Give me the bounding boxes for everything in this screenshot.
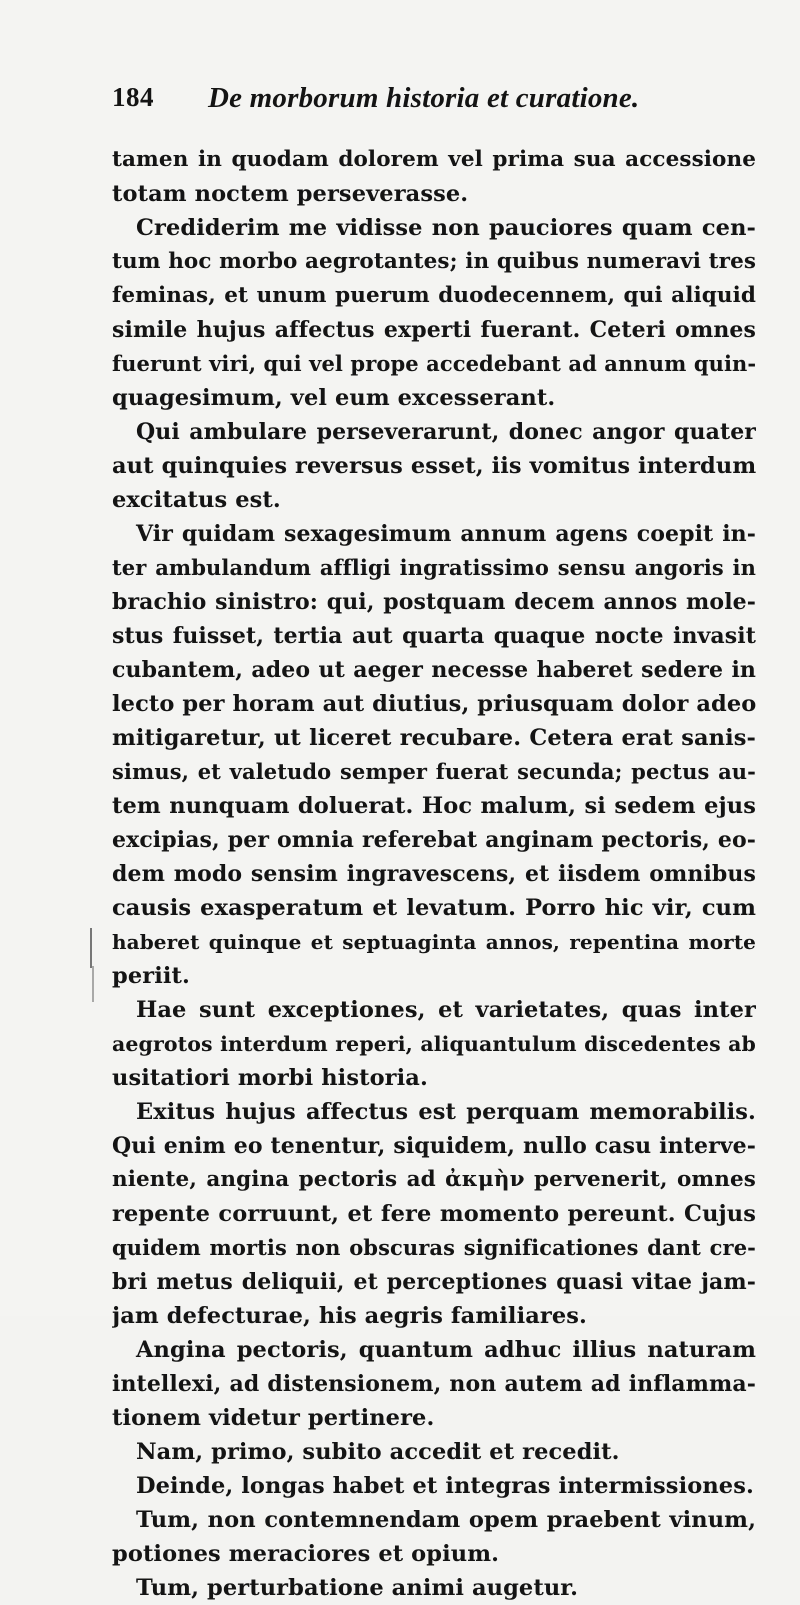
text-line: Qui ambulare perseverarunt, donec angor quater xyxy=(136,419,756,445)
text-line: tionem videtur pertinere. xyxy=(112,1405,435,1431)
text-line: Hae sunt exceptiones, et varietates, quas inter xyxy=(136,997,756,1023)
text-line: simus, et valetudo semper fuerat secunda; pectus au- xyxy=(112,759,756,784)
text-line: Tum, perturbatione animi augetur. xyxy=(136,1575,579,1601)
text-line: ter ambulandum affligi ingratissimo sensu angoris in xyxy=(112,555,756,580)
text-line: bri metus deliquii, et perceptiones quasi vitae jam- xyxy=(112,1269,756,1295)
margin-mark xyxy=(90,928,92,968)
text-line: simile hujus affectus experti fuerant. Ceteri omnes xyxy=(112,317,756,343)
text-line: aegrotos interdum reperi, aliquantulum discedentes ab xyxy=(112,1032,756,1056)
text-line: Tum, non contemnendam opem praebent vinum, xyxy=(136,1507,756,1533)
text-line: Angina pectoris, quantum adhuc illius naturam xyxy=(136,1337,756,1363)
text-line: dem modo sensim ingravescens, et iisdem omnibus xyxy=(112,861,756,887)
text-line: jam defecturae, his aegris familiares. xyxy=(112,1303,587,1329)
text-line: excitatus est. xyxy=(112,487,281,513)
text-line: tamen in quodam dolorem vel prima sua accessione xyxy=(112,147,756,172)
text-line: tum hoc morbo aegrotantes; in quibus numeravi tres xyxy=(112,249,756,274)
text-line: Deinde, longas habet et integras intermissiones. xyxy=(136,1473,754,1499)
text-line: causis exasperatum et levatum. Porro hic vir, cum xyxy=(112,895,756,921)
text-line: tem nunquam doluerat. Hoc malum, si sedem ejus xyxy=(112,793,756,819)
text-line: totam noctem perseverasse. xyxy=(112,181,469,207)
text-line: cubantem, adeo ut aeger necesse haberet sedere in xyxy=(112,657,756,683)
text-line: intellexi, ad distensionem, non autem ad inflamma- xyxy=(112,1371,756,1397)
text-line: quidem mortis non obscuras significationes dant cre- xyxy=(112,1235,756,1260)
text-line: Qui enim eo tenentur, siquidem, nullo casu interve- xyxy=(112,1133,756,1159)
text-line: Vir quidam sexagesimum annum agens coepit in- xyxy=(136,521,756,547)
page-number: 184 xyxy=(112,82,154,112)
text-line: Nam, primo, subito accedit et recedit. xyxy=(136,1439,620,1465)
margin-mark xyxy=(92,966,94,1002)
text-line: potiones meraciores et opium. xyxy=(112,1541,500,1567)
text-line: fuerunt viri, qui vel prope accedebant ad annum quin- xyxy=(112,351,756,376)
running-title: De morborum historia et curatione. xyxy=(208,82,640,114)
text-line: niente, angina pectoris ad ἀκμὴν pervenerit, omnes xyxy=(112,1167,756,1192)
text-line: lecto per horam aut diutius, priusquam dolor adeo xyxy=(112,691,756,717)
text-line: periit. xyxy=(112,963,190,989)
body-text xyxy=(112,143,756,1605)
text-line: stus fuisset, tertia aut quarta quaque nocte invasit xyxy=(112,623,756,649)
text-line: repente corruunt, et fere momento pereunt. Cujus xyxy=(112,1201,756,1227)
text-line: excipias, per omnia referebat anginam pectoris, eo- xyxy=(112,827,756,853)
text-line: Exitus hujus affectus est perquam memorabilis. xyxy=(136,1099,756,1125)
text-line: mitigaretur, ut liceret recubare. Cetera erat sanis- xyxy=(112,725,756,751)
text-line: usitatiori morbi historia. xyxy=(112,1065,428,1091)
text-line: haberet quinque et septuaginta annos, repentina morte xyxy=(112,930,756,954)
text-line: Crediderim me vidisse non pauciores quam cen- xyxy=(136,215,756,241)
text-line: brachio sinistro: qui, postquam decem annos mole- xyxy=(112,589,756,615)
text-line: feminas, et unum puerum duodecennem, qui aliquid xyxy=(112,283,756,308)
text-line: aut quinquies reversus esset, iis vomitus interdum xyxy=(112,453,756,479)
page-header xyxy=(112,82,752,118)
text-line: quagesimum, vel eum excesserant. xyxy=(112,385,556,411)
